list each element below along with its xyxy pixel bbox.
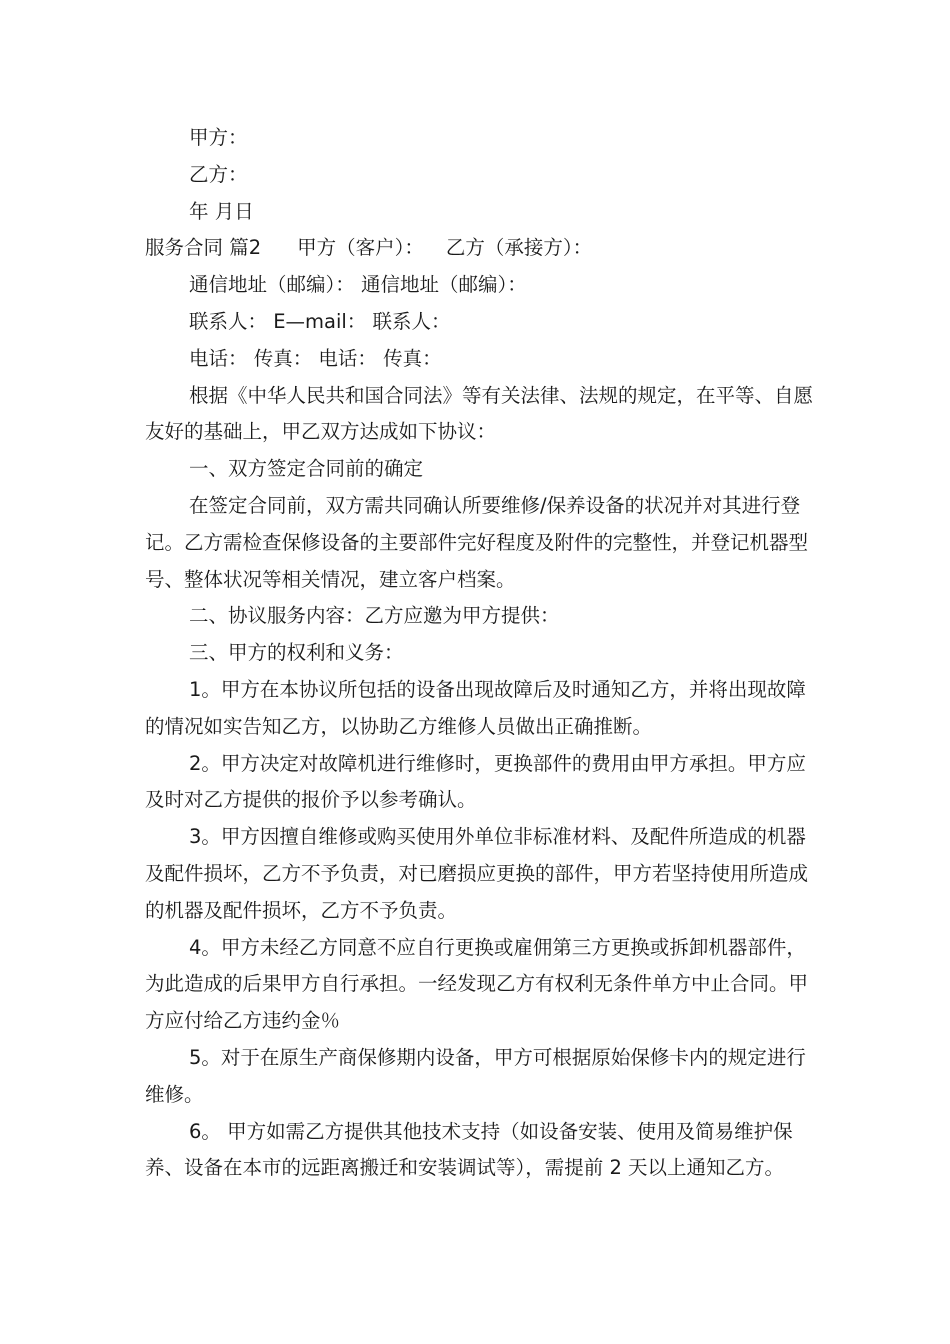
signature-party-b: 乙方： bbox=[189, 162, 248, 186]
contract-header bbox=[145, 230, 825, 267]
header-party-a: 甲方（客户）： bbox=[297, 236, 424, 260]
clause-6: 6。 甲方如需乙方提供其他技术支持（如设备安装、使用及简易维护保养、设备在本市的远距离搬迁和安装调试等），需提前 2 天以上通知乙方。 bbox=[145, 1119, 793, 1180]
clause-4: 4。甲方未经乙方同意不应自行更换或雇佣第三方更换或拆卸机器部件，为此造成的后果甲方自行承担。一经发现乙方有权利无条件单方中止合同。甲方应付给乙方违约金％ bbox=[145, 935, 809, 1033]
clause-1: 1。甲方在本协议所包括的设备出现故障后及时通知乙方，并将出现故障的情况如实告知乙方，以协助乙方维修人员做出正确推断。 bbox=[145, 677, 806, 738]
contract-title: 服务合同 篇2 bbox=[145, 236, 262, 260]
section-1-title: 一、双方签定合同前的确定 bbox=[189, 457, 424, 481]
clause-5: 5。对于在原生产商保修期内设备，甲方可根据原始保修卡内的规定进行维修。 bbox=[145, 1045, 806, 1106]
signature-date: 年 月日 bbox=[189, 199, 254, 223]
phone-line: 电话： 传真： 电话： 传真： bbox=[189, 346, 442, 370]
section-2-title: 二、协议服务内容：乙方应邀为甲方提供： bbox=[189, 604, 560, 628]
header-party-b: 乙方（承接方）： bbox=[445, 236, 593, 260]
document-body bbox=[145, 120, 825, 1187]
section-3-title: 三、甲方的权利和义务： bbox=[189, 641, 404, 665]
signature-party-a: 甲方： bbox=[189, 126, 248, 149]
section-1-body: 在签定合同前，双方需共同确认所要维修/保养设备的状况并对其进行登记。乙方需检查保修设备的主要部件完好程度及附件的完整性，并登记机器型号、整体状况等相关情况，建立客户档案。 bbox=[145, 493, 809, 591]
contact-line: 联系人： E—mail： 联系人： bbox=[189, 309, 451, 333]
clause-2: 2。甲方决定对故障机进行维修时，更换部件的费用由甲方承担。甲方应及时对乙方提供的报价予以参考确认。 bbox=[145, 751, 806, 812]
address-line: 通信地址（邮编）： 通信地址（邮编）： bbox=[189, 273, 527, 297]
intro-paragraph: 根据《中华人民共和国合同法》等有关法律、法规的规定，在平等、自愿友好的基础上，甲乙双方达成如下协议： bbox=[145, 383, 814, 444]
clause-3: 3。甲方因擅自维修或购买使用外单位非标准材料、及配件所造成的机器及配件损坏，乙方不予负责，对已磨损应更换的部件，甲方若坚持使用所造成的机器及配件损坏，乙方不予负责。 bbox=[145, 825, 809, 922]
